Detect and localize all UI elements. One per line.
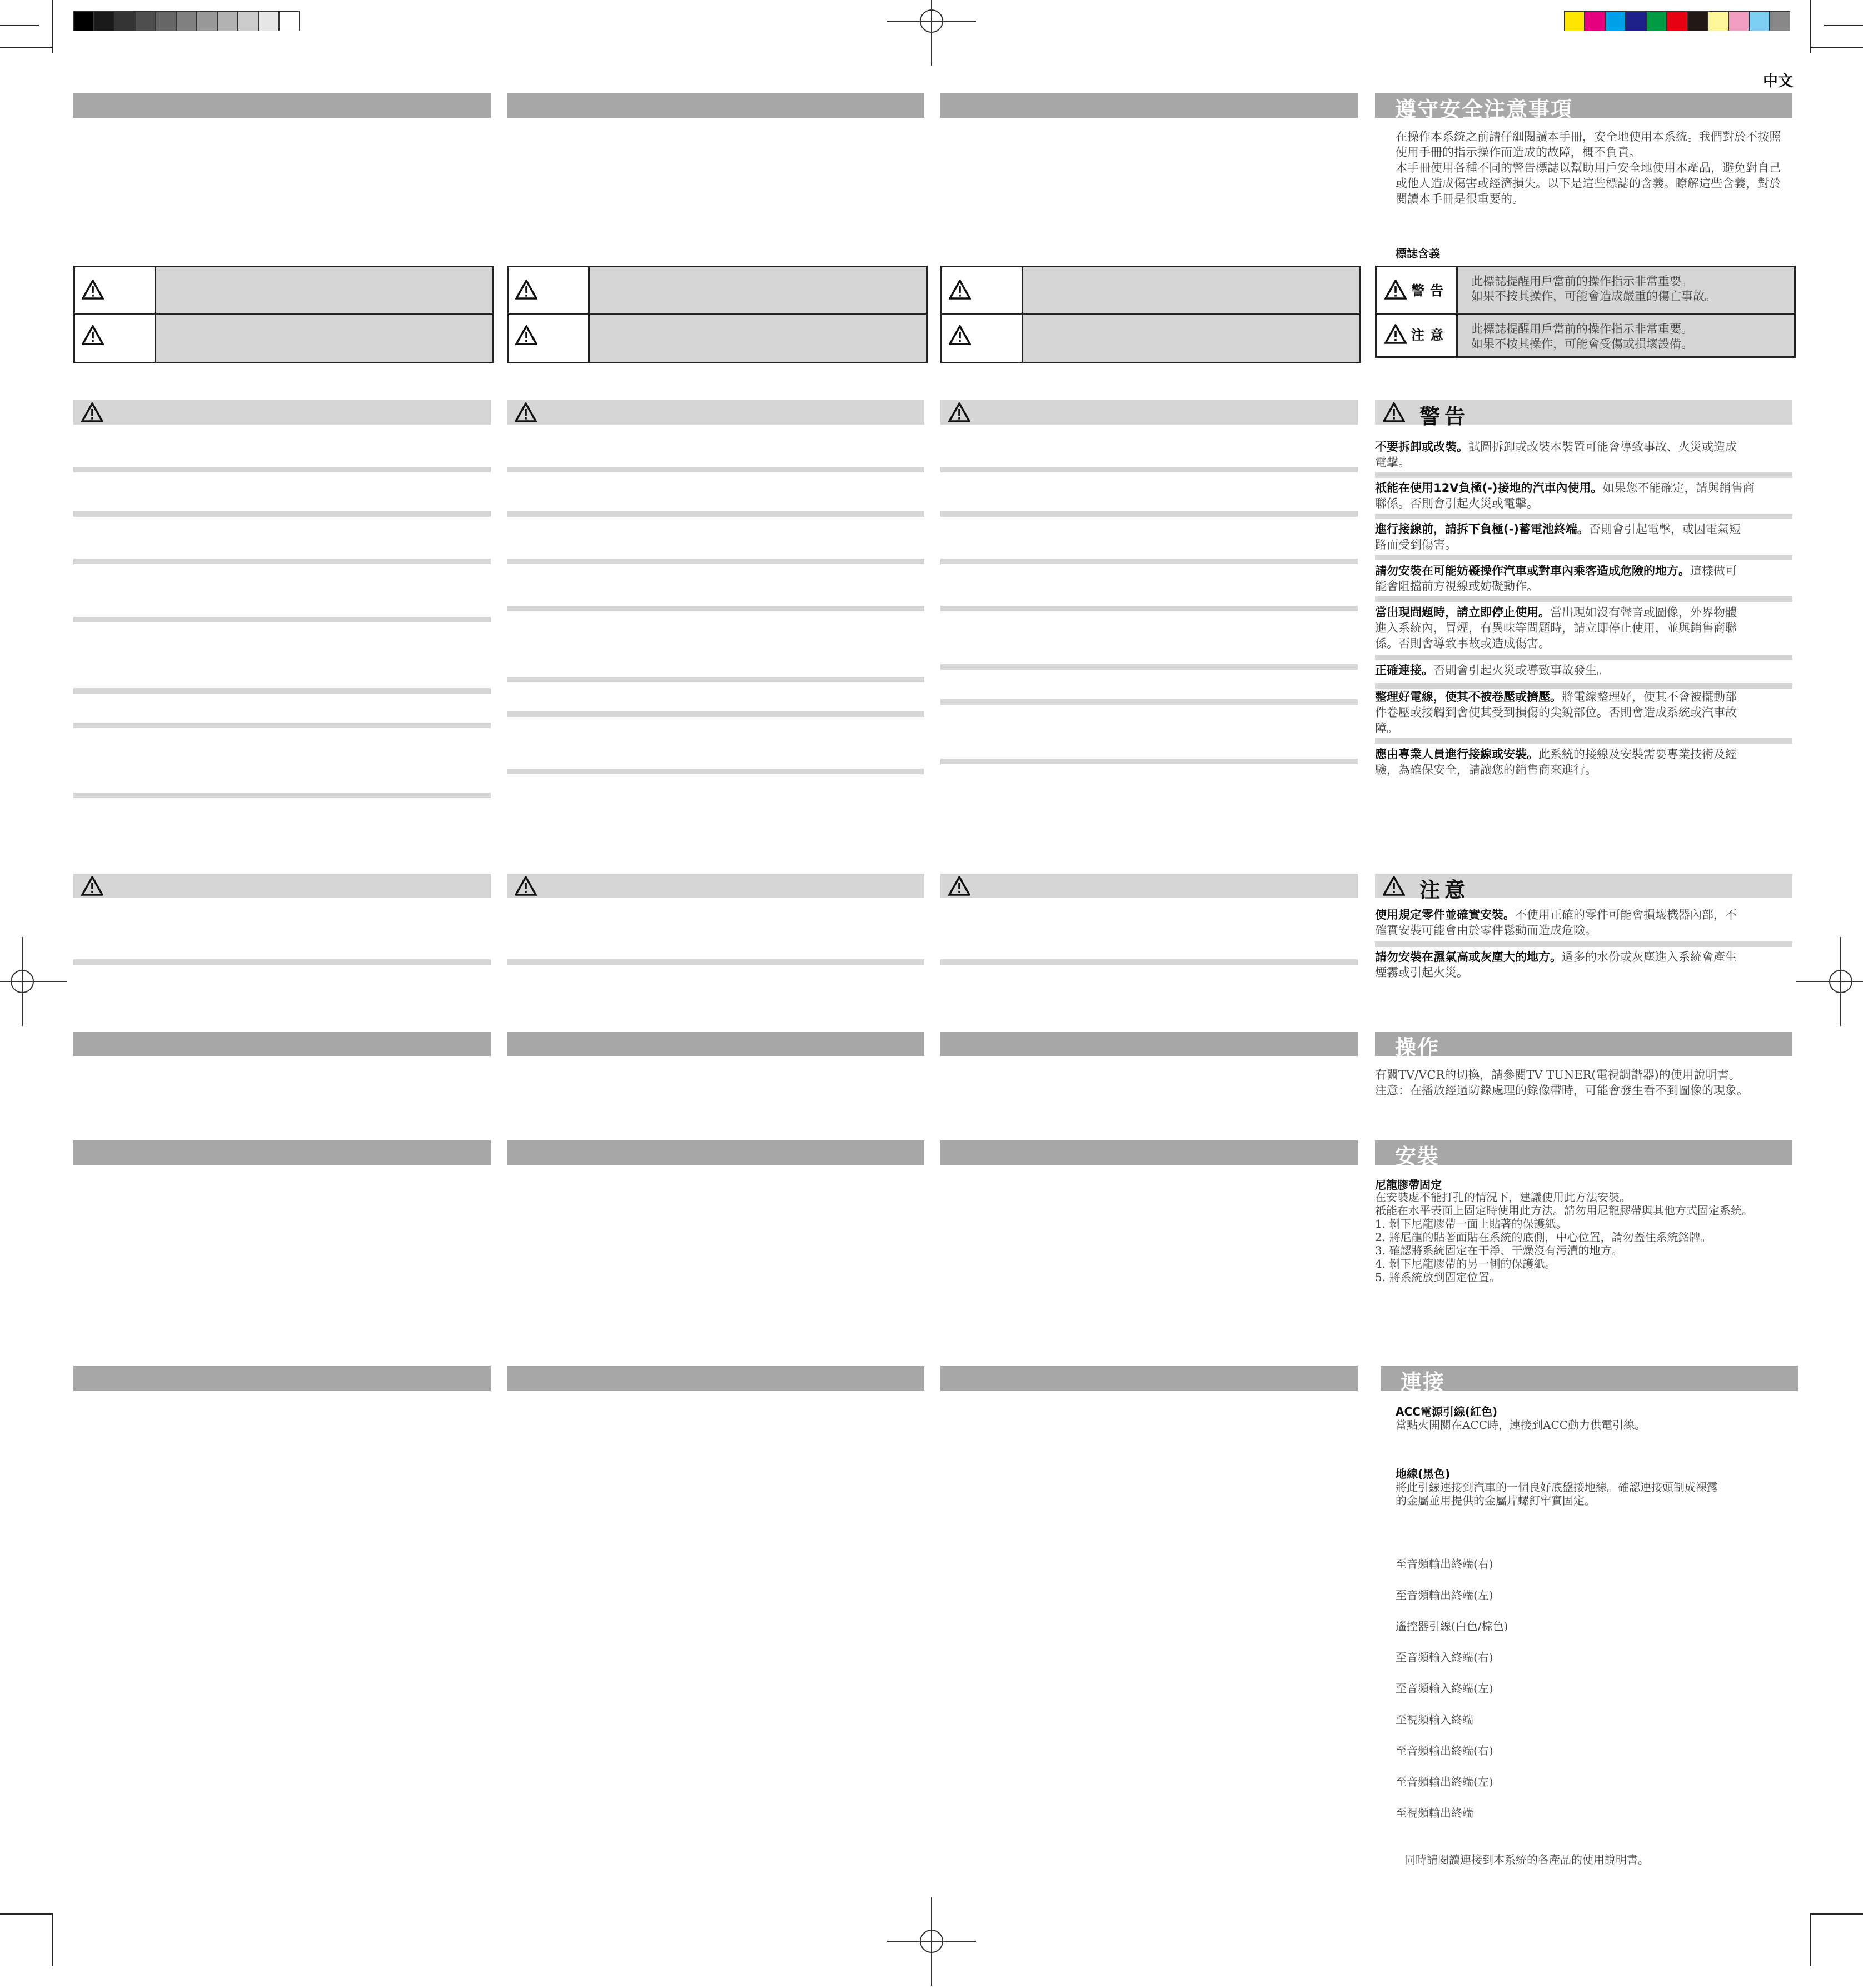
empty-separator xyxy=(940,511,1358,517)
symbol-text-caution xyxy=(1471,322,1789,352)
separator xyxy=(1375,738,1792,744)
warning-item xyxy=(1375,605,1797,651)
footer-note: 同時請閱讀連接到本系統的各產品的使用說明書。 xyxy=(1404,1853,1649,1866)
text-line: 3. 確認將系統固定在干淨、干燥沒有污漬的地方。 xyxy=(1375,1244,1623,1257)
empty-symbol-table xyxy=(73,266,494,363)
text-line: 在安裝處不能打孔的情況下，建議使用此方法安裝。 xyxy=(1375,1190,1631,1204)
color-swatch xyxy=(1605,11,1626,31)
color-swatch xyxy=(1585,11,1605,31)
color-swatch xyxy=(1708,11,1728,31)
crop-mark xyxy=(1810,47,1863,48)
terminal-label: 遙控器引線(白色/棕色) xyxy=(1396,1620,1508,1633)
empty-section-bar xyxy=(940,1140,1358,1165)
item-heading: 使用規定零件並確實安裝。 xyxy=(1375,908,1515,921)
ground-title: 地線(黑色) xyxy=(1396,1467,1451,1481)
color-swatch xyxy=(1626,11,1646,31)
item-text: 如果您不能確定，請與銷售商 xyxy=(1602,481,1755,495)
item-text: 此系統的接線及安裝需要專業技術及經 xyxy=(1538,748,1737,761)
safety-intro xyxy=(1396,129,1796,207)
terminal-label: 至音頻輸出終端(右) xyxy=(1396,1744,1493,1757)
item-text: 試圖拆卸或改裝本裝置可能會導致事故、火災或造成 xyxy=(1468,440,1737,454)
warning-triangle-icon xyxy=(1384,324,1407,344)
item-text: 將電線整理好，使其不會被擺動部 xyxy=(1562,690,1737,704)
item-text: 路而受到傷害。 xyxy=(1375,538,1457,551)
empty-separator xyxy=(73,467,491,472)
warning-triangle-icon xyxy=(1384,280,1407,300)
section-title-operation: 操作 xyxy=(1395,1035,1440,1060)
gray-swatch xyxy=(217,11,238,31)
text-line: 2. 將尼龍的貼著面貼在系統的底側，中心位置，請勿蓋住系統銘牌。 xyxy=(1375,1230,1712,1244)
caution-header xyxy=(1375,874,1792,902)
separator xyxy=(1375,655,1792,660)
warning-item xyxy=(1375,521,1797,552)
color-swatch xyxy=(1564,11,1585,31)
empty-separator xyxy=(507,559,924,564)
item-text: 係。否則會導致事故或造成傷害。 xyxy=(1375,637,1550,650)
warning-header xyxy=(1375,400,1792,429)
item-text: 當出現如沒有聲音或圖像，外界物體 xyxy=(1550,606,1737,619)
text-line: 本手冊使用各種不同的警告標誌以幫助用戶安全地使用本產品，避免對自己 xyxy=(1396,161,1781,175)
terminal-label: 至音頻輸入終端(左) xyxy=(1396,1682,1493,1695)
empty-separator xyxy=(507,467,924,472)
empty-separator xyxy=(507,711,924,717)
warning-title: 警告 xyxy=(1419,405,1470,429)
language-tag: 中文 xyxy=(1763,73,1793,90)
warning-triangle-icon xyxy=(949,325,971,347)
section-title-connection: 連接 xyxy=(1401,1370,1446,1394)
empty-caution-header xyxy=(507,874,924,898)
gray-swatch xyxy=(238,11,258,31)
item-heading: 祇能在使用12V負極(-)接地的汽車內使用。 xyxy=(1375,481,1603,495)
empty-section-bar xyxy=(507,1140,924,1165)
crop-mark xyxy=(0,47,53,48)
text-line: 此標誌提醒用戶當前的操作指示非常重要。 xyxy=(1471,275,1693,288)
acc-text: 當點火開關在ACC時，連接到ACC動力供電引線。 xyxy=(1396,1418,1646,1432)
warning-triangle-icon xyxy=(1383,876,1405,896)
empty-section-bar xyxy=(507,93,924,118)
item-heading: 不要拆卸或改裝。 xyxy=(1375,440,1468,454)
text-line: 的金屬並用提供的金屬片螺釘牢實固定。 xyxy=(1396,1494,1596,1507)
text-line: 4. 剝下尼龍膠帶的另一側的保護紙。 xyxy=(1375,1257,1556,1270)
item-heading: 正確連接。 xyxy=(1375,664,1433,677)
warning-triangle-icon xyxy=(82,280,104,302)
caution-item xyxy=(1375,949,1797,980)
empty-section-bar xyxy=(73,1140,491,1165)
symbol-label-warning: 警告 xyxy=(1411,283,1449,298)
item-heading: 請勿安裝在可能妨礙操作汽車或對車內乘客造成危險的地方。 xyxy=(1375,564,1690,577)
text-line: 在操作本系統之前請仔細閱讀本手冊，安全地使用本系統。我們對於不按照 xyxy=(1396,130,1781,143)
empty-caution-header xyxy=(940,874,1358,898)
item-text: 障。 xyxy=(1375,721,1398,735)
item-text: 這樣做可 xyxy=(1690,564,1737,577)
warning-item xyxy=(1375,662,1797,678)
section-bar-connection xyxy=(1381,1366,1798,1394)
empty-separator xyxy=(507,606,924,611)
empty-separator xyxy=(73,723,491,728)
item-heading: 應由專業人員進行接線或安裝。 xyxy=(1375,748,1538,761)
item-text: 進入系統內，冒煙，有異味等問題時，請立即停止使用，並與銷售商聯 xyxy=(1375,621,1737,635)
item-text: 否則會引起電擊，或因電氣短 xyxy=(1588,522,1741,536)
text-line: 5. 將系統放到固定位置。 xyxy=(1375,1270,1501,1284)
caution-item xyxy=(1375,907,1797,938)
item-heading: 當出現問題時，請立即停止使用。 xyxy=(1375,606,1550,619)
section-bar-operation xyxy=(1375,1032,1792,1060)
item-text: 不使用正確的零件可能會損壞機器內部，不 xyxy=(1515,908,1737,921)
crop-mark xyxy=(1810,1913,1863,1915)
item-text: 能會阻擋前方視線或妨礙動作。 xyxy=(1375,580,1538,593)
empty-separator xyxy=(507,769,924,774)
empty-separator xyxy=(73,511,491,517)
empty-symbol-table xyxy=(940,266,1361,363)
gray-swatch xyxy=(176,11,197,31)
empty-separator xyxy=(940,959,1358,965)
warning-item xyxy=(1375,689,1797,736)
warning-item xyxy=(1375,746,1797,778)
empty-separator xyxy=(940,664,1358,670)
gray-swatch xyxy=(73,11,94,31)
empty-separator xyxy=(73,617,491,622)
gray-swatch xyxy=(114,11,135,31)
item-text: 否則會引起火災或導致事故發生。 xyxy=(1433,664,1608,677)
symbol-label-caution: 注意 xyxy=(1411,327,1449,343)
warning-triangle-icon xyxy=(515,325,537,347)
item-heading: 進行接線前，請拆下負極(-)蓄電池終端。 xyxy=(1375,522,1589,536)
empty-caution-header xyxy=(73,874,491,898)
text-line: 此標誌提醒用戶當前的操作指示非常重要。 xyxy=(1471,322,1693,336)
item-text: 件卷壓或接觸到會使其受到損傷的尖銳部位。否則會造成系統或汽車故 xyxy=(1375,706,1737,719)
empty-separator xyxy=(507,511,924,517)
gray-swatch xyxy=(135,11,156,31)
warning-triangle-icon xyxy=(1383,402,1405,422)
empty-separator xyxy=(73,688,491,694)
separator xyxy=(1375,514,1792,519)
color-swatch xyxy=(1667,11,1687,31)
text-line: 祇能在水平表面上固定時使用此方法。請勿用尼龍膠帶與其他方式固定系統。 xyxy=(1375,1204,1753,1217)
item-text: 驗，為確保安全，請讓您的銷售商來進行。 xyxy=(1375,763,1597,776)
registration-mark-icon xyxy=(1796,937,1863,1026)
section-bar-safety xyxy=(1375,93,1792,122)
empty-section-bar xyxy=(73,1366,491,1391)
symbols-title: 標誌含義 xyxy=(1396,247,1440,260)
crop-mark xyxy=(0,25,39,26)
item-heading: 請勿安裝在濕氣高或灰塵大的地方。 xyxy=(1375,950,1562,964)
empty-section-bar xyxy=(940,93,1358,118)
warning-triangle-icon xyxy=(515,280,537,302)
gray-swatch xyxy=(279,11,300,31)
empty-separator xyxy=(73,959,491,965)
warning-item xyxy=(1375,439,1797,470)
terminal-label: 至音頻輸出終端(左) xyxy=(1396,1588,1493,1602)
separator xyxy=(1375,941,1792,947)
empty-symbol-table xyxy=(507,266,928,363)
registration-mark-icon xyxy=(0,937,67,1026)
text-line: 使用手冊的指示操作而造成的故障，概不負責。 xyxy=(1396,146,1641,159)
ground-text xyxy=(1396,1481,1796,1507)
terminal-label: 至視頻輸入終端 xyxy=(1396,1713,1473,1726)
empty-section-bar xyxy=(940,1032,1358,1056)
item-text: 聯係。否則會引起火災或電擊。 xyxy=(1375,497,1538,510)
warning-triangle-icon xyxy=(82,325,104,347)
item-text: 過多的水份或灰塵進入系統會產生 xyxy=(1562,950,1737,964)
crop-mark xyxy=(1810,0,1811,53)
warning-triangle-icon xyxy=(949,280,971,302)
empty-section-bar xyxy=(940,1366,1358,1391)
empty-separator xyxy=(73,559,491,564)
empty-section-bar xyxy=(507,1032,924,1056)
gray-swatch xyxy=(156,11,176,31)
empty-separator xyxy=(940,467,1358,472)
empty-warning-header xyxy=(507,400,924,425)
crop-mark xyxy=(1824,25,1863,26)
separator xyxy=(1375,596,1792,602)
terminal-label: 至視頻輸出終端 xyxy=(1396,1806,1473,1820)
crop-mark xyxy=(52,1913,53,1966)
empty-separator xyxy=(940,759,1358,764)
warning-item xyxy=(1375,563,1797,594)
crop-mark xyxy=(0,1913,53,1915)
empty-separator xyxy=(940,699,1358,705)
section-title-safety: 遵守安全注意事項 xyxy=(1395,97,1573,122)
text-line: 如果不按其操作，可能會造成嚴重的傷亡事故。 xyxy=(1471,290,1716,303)
empty-section-bar xyxy=(73,93,491,118)
empty-separator xyxy=(73,793,491,798)
terminal-label: 至音頻輸出終端(右) xyxy=(1396,1557,1493,1571)
install-steps xyxy=(1375,1190,1797,1284)
section-title-install: 安裝 xyxy=(1395,1144,1440,1169)
item-text: 電擊。 xyxy=(1375,456,1410,469)
item-heading: 整理好電線，使其不被卷壓或擠壓。 xyxy=(1375,690,1562,704)
empty-section-bar xyxy=(73,1032,491,1056)
color-swatch xyxy=(1749,11,1770,31)
color-swatch xyxy=(1728,11,1749,31)
install-subtitle: 尼龍膠帶固定 xyxy=(1375,1178,1442,1192)
gray-swatch xyxy=(197,11,217,31)
warning-item xyxy=(1375,480,1797,511)
text-line: 注意：在播放經過防錄處理的錄像帶時，可能會發生看不到圖像的現象。 xyxy=(1375,1084,1749,1097)
text-line: 如果不按其操作，可能會受傷或損壞設備。 xyxy=(1471,337,1693,351)
operation-text xyxy=(1375,1067,1797,1098)
text-line: 閱讀本手冊是很重要的。 xyxy=(1396,192,1524,206)
empty-separator xyxy=(940,606,1358,611)
gray-swatch xyxy=(258,11,279,31)
text-line: 有關TV/VCR的切換，請參閱TV TUNER(電視調諧器)的使用說明書。 xyxy=(1375,1068,1741,1082)
acc-title: ACC電源引線(紅色) xyxy=(1396,1405,1498,1418)
symbol-table xyxy=(1375,266,1796,358)
crop-mark xyxy=(1810,1913,1811,1966)
text-line: 1. 剝下尼龍膠帶一面上貼著的保護紙。 xyxy=(1375,1217,1567,1230)
item-text: 確實安裝可能會由於零件鬆動而造成危險。 xyxy=(1375,924,1597,937)
empty-separator xyxy=(507,677,924,682)
separator xyxy=(1375,683,1792,689)
text-line: 將此引線連接到汽車的一個良好底盤接地線。確認連接頭制成裸露 xyxy=(1396,1481,1718,1494)
item-text: 煙霧或引起火災。 xyxy=(1375,966,1468,979)
separator xyxy=(1375,555,1792,560)
color-swatch xyxy=(1646,11,1667,31)
empty-warning-header xyxy=(73,400,491,425)
empty-warning-header xyxy=(940,400,1358,425)
terminal-label: 至音頻輸出終端(左) xyxy=(1396,1775,1493,1788)
registration-mark-icon xyxy=(887,0,976,66)
gray-swatch xyxy=(94,11,114,31)
registration-mark-icon xyxy=(887,1897,976,1986)
empty-separator xyxy=(940,559,1358,564)
caution-title: 注意 xyxy=(1419,878,1470,902)
crop-mark xyxy=(52,0,53,53)
empty-section-bar xyxy=(507,1366,924,1391)
symbol-text-warning xyxy=(1471,274,1789,304)
empty-separator xyxy=(507,959,924,965)
text-line: 或他人造成傷害或經濟損失。以下是這些標誌的含義。瞭解這些含義，對於 xyxy=(1396,177,1781,190)
separator xyxy=(1375,472,1792,478)
color-swatch xyxy=(1770,11,1790,31)
section-bar-install xyxy=(1375,1140,1792,1169)
terminal-label: 至音頻輸入終端(右) xyxy=(1396,1651,1493,1664)
color-swatch xyxy=(1687,11,1708,31)
